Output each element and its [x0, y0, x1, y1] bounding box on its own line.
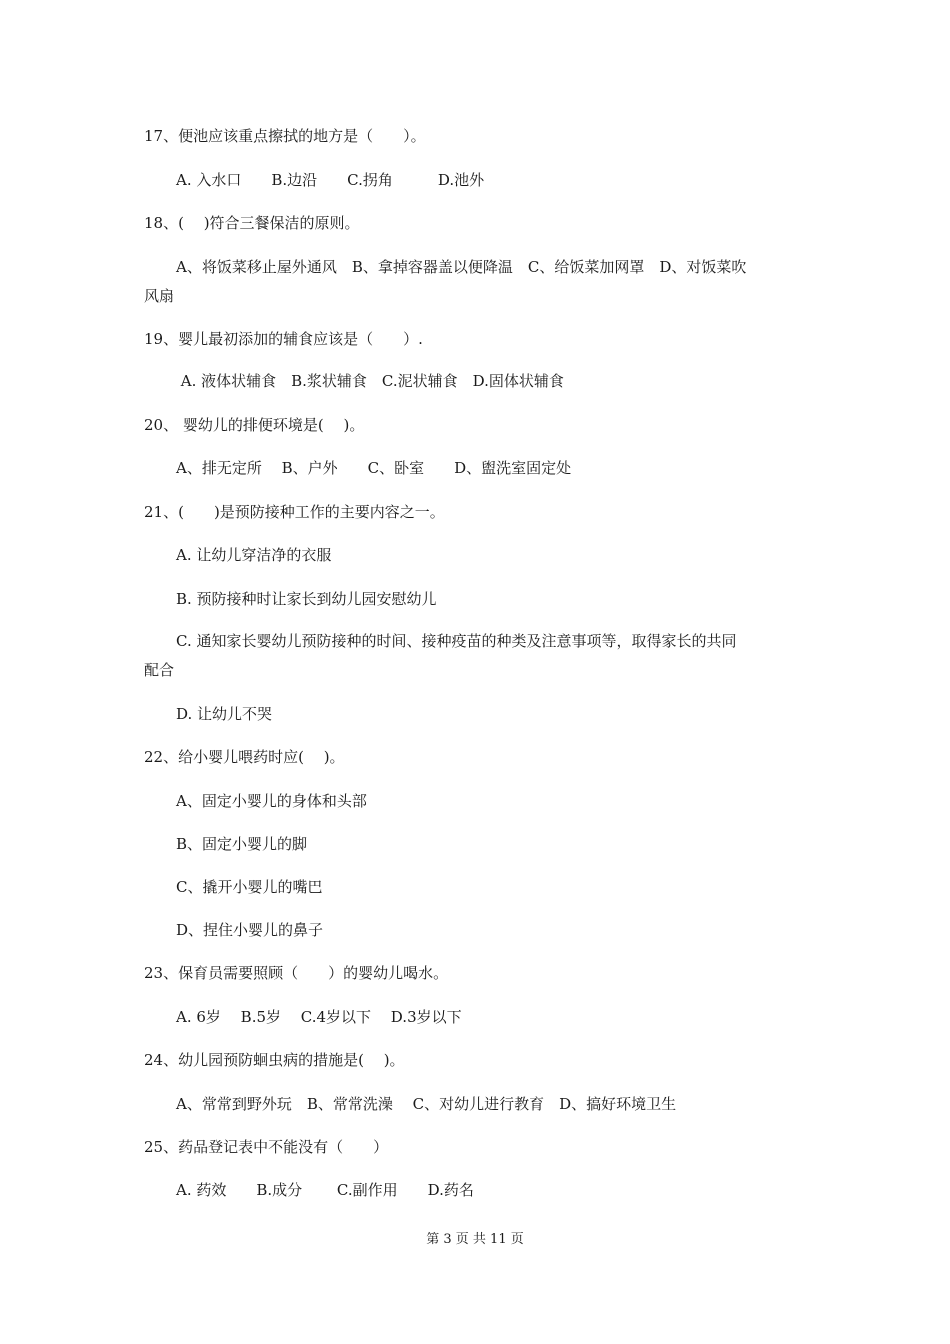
question-17: 17、便池应该重点擦拭的地方是（ ）。 — [144, 127, 426, 145]
question-20-options: A、排无定所 B、户外 C、卧室 D、盥洗室固定处 — [176, 459, 572, 477]
question-21-option-c-wrap: 配合 — [144, 661, 175, 679]
question-20: 20、 婴幼儿的排便环境是( )。 — [144, 416, 365, 434]
question-22-option-b: B、固定小婴儿的脚 — [176, 835, 308, 853]
question-21-option-d: D. 让幼儿不哭 — [176, 705, 273, 723]
question-22-option-d: D、捏住小婴儿的鼻子 — [176, 921, 324, 939]
question-25-options: A. 药效 B.成分 C.副作用 D.药名 — [176, 1181, 474, 1199]
question-21: 21、( )是预防接种工作的主要内容之一。 — [144, 503, 445, 521]
question-22: 22、给小婴儿喂药时应( )。 — [144, 748, 345, 766]
question-23-options: A. 6岁 B.5岁 C.4岁以下 D.3岁以下 — [176, 1008, 462, 1026]
question-21-option-c: C. 通知家长婴幼儿预防接种的时间、接种疫苗的种类及注意事项等，取得家长的共同 — [176, 632, 737, 650]
question-21-option-b: B. 预防接种时让家长到幼儿园安慰幼儿 — [176, 590, 437, 608]
question-21-option-a: A. 让幼儿穿洁净的衣服 — [176, 546, 332, 564]
question-18: 18、( )符合三餐保洁的原则。 — [144, 214, 360, 232]
question-22-option-a: A、固定小婴儿的身体和头部 — [176, 792, 367, 810]
question-24: 24、幼儿园预防蛔虫病的措施是( )。 — [144, 1051, 405, 1069]
question-22-option-c: C、撬开小婴儿的嘴巴 — [176, 878, 323, 896]
question-23: 23、保育员需要照顾（ ）的婴幼儿喝水。 — [144, 964, 449, 982]
question-25: 25、药品登记表中不能没有（ ） — [144, 1138, 389, 1156]
page-footer: 第 3 页 共 11 页 — [426, 1232, 524, 1247]
question-24-options: A、常常到野外玩 B、常常洗澡 C、对幼儿进行教育 D、搞好环境卫生 — [176, 1095, 677, 1113]
question-17-options: A. 入水口 B.边沿 C.拐角 D.池外 — [176, 171, 485, 189]
question-18-options-wrap: 风扇 — [144, 287, 175, 305]
question-19: 19、婴儿最初添加的辅食应该是（ ）. — [144, 330, 423, 348]
question-18-options: A、将饭菜移止屋外通风 B、拿掉容器盖以便降温 C、给饭菜加网罩 D、对饭菜吹 — [176, 258, 747, 276]
question-19-options: A. 液体状辅食 B.浆状辅食 C.泥状辅食 D.固体状辅食 — [176, 372, 564, 390]
